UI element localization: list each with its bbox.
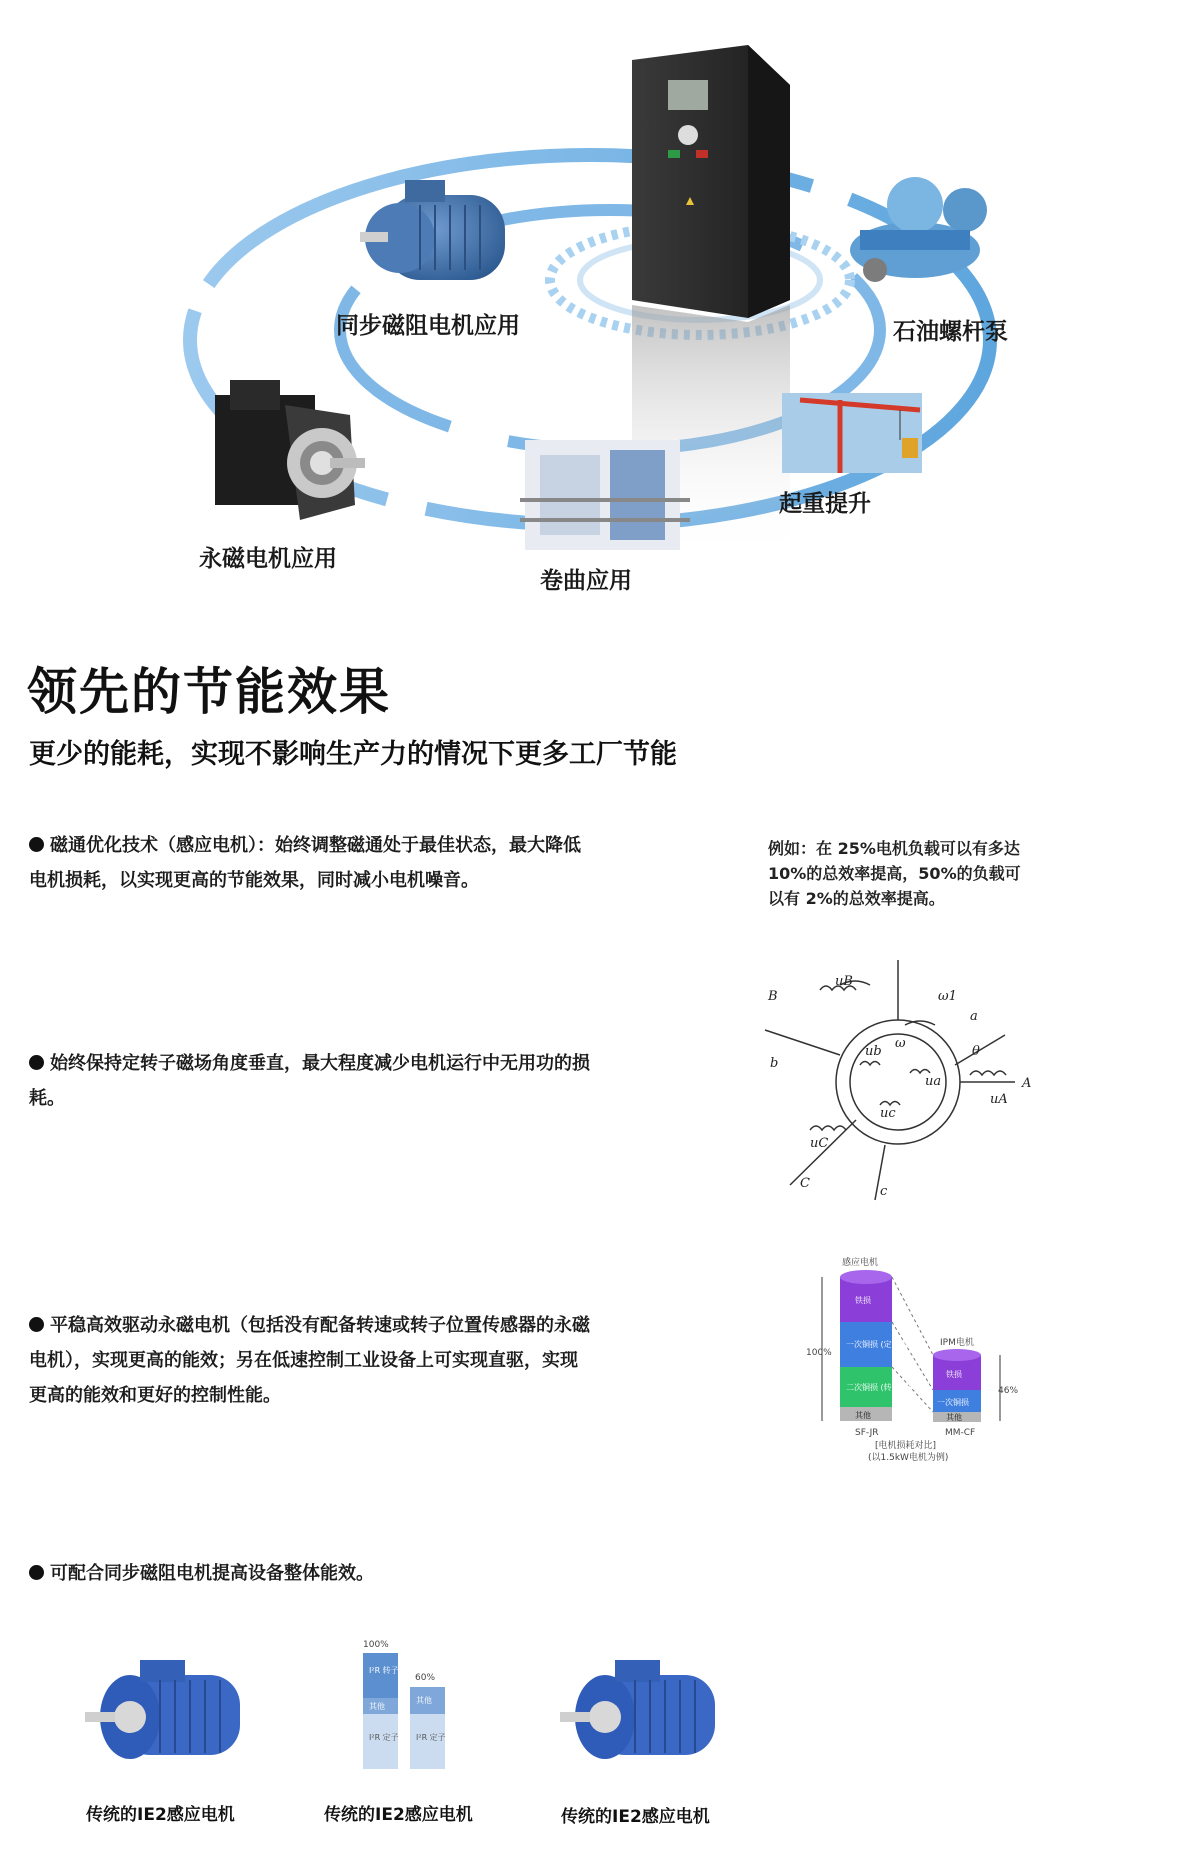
screw-pump-image [850,177,987,282]
feature-sync-reluctance [29,1556,594,1591]
dlabel-uc: uc [880,1106,896,1121]
loss-chart-svg [800,1255,1020,1485]
small-rseg-1: I²R 定子 [416,1733,446,1742]
bottom-caption-2: 传统的IE2感应电机 [324,1805,473,1825]
loss-left-model: SF-JR [855,1428,879,1438]
feature-text: 平稳高效驱动永磁电机（包括没有配备转速或转子位置传感器的永磁电机），实现更高的能效；另在低速控制工业设备上可实现直驱，实现更高的能效和更好的控制性能。 [29,1315,590,1406]
rseg-other: 其他 [946,1413,962,1422]
dlabel-ua: ua [925,1074,942,1089]
dlabel-C: C [800,1176,810,1191]
dlabel-A: A [1022,1076,1032,1091]
app-label-pm-motor: 永磁电机应用 [199,546,337,572]
loss-right-pct: 46% [998,1386,1019,1396]
lseg-other: 其他 [855,1411,871,1420]
loss-caption2: (以1.5kW电机为例) [868,1453,949,1463]
loss-right-title: IPM电机 [940,1338,974,1348]
ie2-motor-image-2 [555,1645,730,1775]
app-label-winding: 卷曲应用 [540,568,632,594]
dlabel-uB: uB [835,974,853,989]
loss-caption1: [电机损耗对比] [875,1441,937,1451]
feature-text: 磁通优化技术（感应电机）：始终调整磁通处于最佳状态，最大降低电机损耗，以实现更高的节能效果，同时减小电机噪音。 [29,835,581,891]
rseg-iron: 铁损 [946,1370,962,1379]
dlabel-b: b [770,1056,779,1071]
app-label-crane: 起重提升 [779,491,871,517]
bullet-icon [29,1565,44,1580]
loss-left-title: 感应电机 [842,1258,879,1268]
pm-motor-image [215,380,365,520]
example-note: 例如：在 25%电机负载可以有多达 10%的总效率提高，50%的负载可以有 2%的总效率提高。 [768,839,1021,908]
feature-perpendicular-field [29,1046,594,1116]
dlabel-omega: ω [895,1036,906,1051]
lseg-iron: 铁损 [855,1296,871,1305]
hero-illustration [0,0,1200,600]
vector-diagram-svg [760,955,1050,1205]
motor-vector-diagram [760,955,1050,1205]
feature-text: 始终保持定转子磁场角度垂直，最大程度减少电机运行中无用功的损耗。 [29,1053,590,1109]
crane-image [782,393,922,473]
dlabel-omega1: ω1 [938,989,957,1004]
bullet-icon [29,1317,44,1332]
feature-flux-optimization [29,828,594,898]
app-label-sync-reluctance: 同步磁阻电机应用 [336,313,520,339]
efficiency-bar-chart [355,1635,465,1770]
dlabel-uA: uA [990,1092,1008,1107]
small-pct-right: 60% [415,1673,436,1683]
ie2-motor-image-1 [80,1645,255,1775]
bullet-icon [29,1055,44,1070]
loss-left-pct: 100% [806,1348,832,1358]
section-subtitle: 更少的能耗，实现不影响生产力的情况下更多工厂节能 [29,739,677,770]
small-lseg-1: 其他 [369,1702,385,1711]
rseg-primary: 一次铜损 [937,1398,969,1407]
bullet-icon [29,837,44,852]
dlabel-uC: uC [810,1136,829,1151]
small-rseg-0: 其他 [416,1696,432,1705]
loss-right-model: MM-CF [945,1428,976,1438]
section-title: 领先的节能效果 [27,663,391,721]
feature-pm-drive [29,1308,594,1413]
dlabel-a: a [970,1009,978,1024]
small-lseg-0: I²R 转子 [369,1666,399,1675]
winding-machine-image [520,440,690,550]
dlabel-c: c [880,1184,888,1199]
small-lseg-2: I²R 定子 [369,1733,399,1742]
app-label-screw-pump: 石油螺杆泵 [893,319,1008,345]
dlabel-ub: ub [865,1044,882,1059]
dlabel-theta: θ [972,1044,980,1059]
dlabel-B: B [768,989,778,1004]
bottom-caption-3: 传统的IE2感应电机 [561,1807,710,1827]
loss-comparison-chart [800,1255,1020,1485]
feature-text: 可配合同步磁阻电机提高设备整体能效。 [50,1563,374,1584]
hero-svg [0,0,1200,600]
small-pct-left: 100% [363,1640,389,1650]
lseg-secondary: 二次铜损 (转子侧) [846,1383,911,1392]
lseg-primary: 一次铜损 (定子侧) [846,1340,911,1349]
bottom-caption-1: 传统的IE2感应电机 [86,1805,235,1825]
sync-motor-image [360,180,505,280]
